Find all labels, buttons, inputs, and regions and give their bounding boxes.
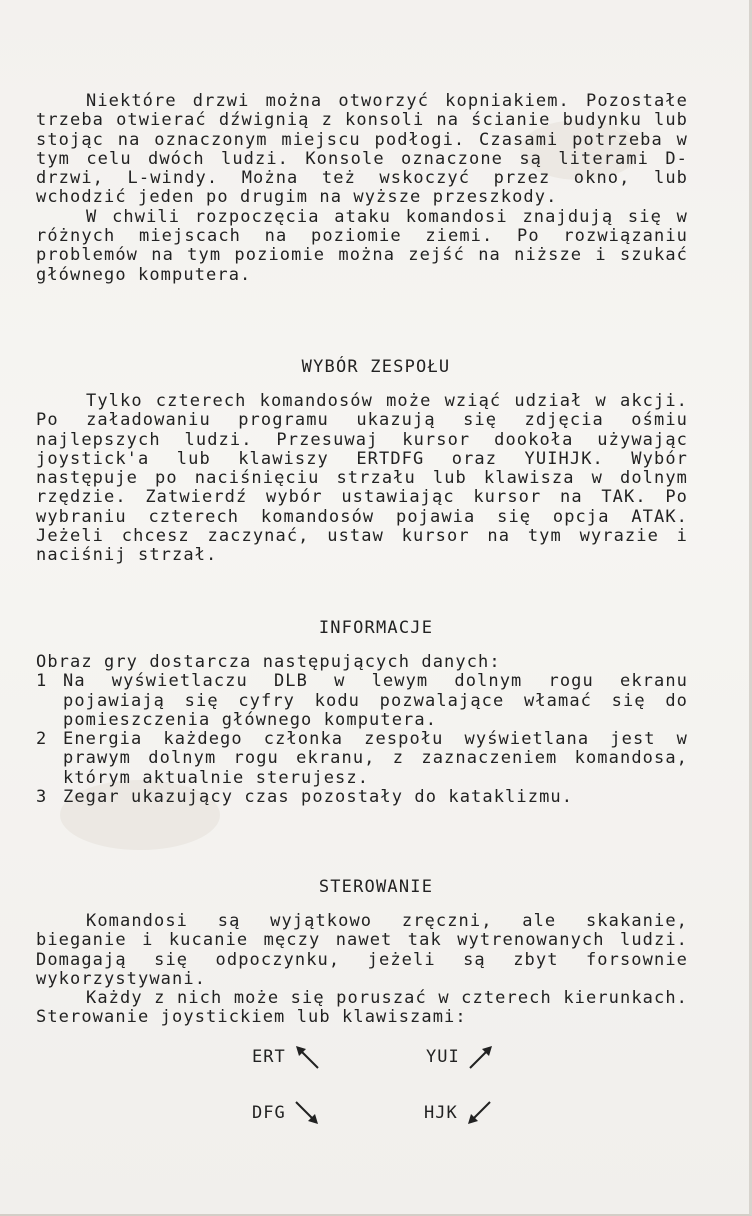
- control-keys: HJK: [424, 1103, 458, 1123]
- control-ert: [252, 1042, 322, 1072]
- list-item-number: 1: [36, 671, 48, 692]
- steering-heading: STEROWANIE: [318, 877, 434, 897]
- info-section: [36, 653, 688, 807]
- control-keys: YUI: [426, 1047, 460, 1067]
- arrow-down-left-icon: [464, 1098, 494, 1128]
- list-item-number: 2: [36, 729, 48, 750]
- info-lead: Obraz gry dostarcza następujących danych:: [36, 652, 501, 672]
- team-heading: WYBÓR ZESPOŁU: [301, 357, 451, 377]
- list-item-text: Zegar ukazujący czas pozostały do kataklizmu.: [63, 787, 574, 808]
- intro-paragraph-1: Niektóre drzwi można otworzyć kopniakiem. Pozostałe trzeba otwierać dźwignią z konsoli na ścianie budynku lub stojąc na oznaczonym miejscu podłogi. Czasami potrzeba w tym celu dwóch ludzi. Konsole oznaczone są literami D-drzwi, L-windy. Można też wskoczyć przez okno, lub wchodzić jeden po drugim na wyższe przeszkody.: [36, 91, 688, 208]
- list-item: [36, 672, 688, 730]
- team-section: [36, 392, 688, 566]
- steering-paragraph-1: Komandosi są wyjątkowo zręczni, ale skakanie, bieganie i kucanie męczy nawet tak wytrenowanych ludzi. Domagają się odpoczynku, jeżeli są zbyt forsownie wykorzystywani.: [36, 911, 688, 989]
- list-item: [36, 788, 688, 807]
- intro-section: [36, 92, 688, 285]
- arrow-down-right-icon: [292, 1098, 322, 1128]
- arrow-up-left-icon: [292, 1042, 322, 1072]
- arrow-up-right-icon: [466, 1042, 496, 1072]
- control-keys: ERT: [252, 1047, 286, 1067]
- list-item-text: Energia każdego członka zespołu wyświetlana jest w prawym dolnym rogu ekranu, z zaznaczeniem komandosa, którym aktualnie sterujesz.: [63, 729, 688, 788]
- list-item-text: Na wyświetlaczu DLB w lewym dolnym rogu ekranu pojawiają się cyfry kodu pozwalające włamać się do pomieszczenia głównego komputera.: [63, 671, 688, 730]
- team-paragraph: Tylko czterech komandosów może wziąć udział w akcji. Po załadowaniu programu ukazują się zdjęcia ośmiu najlepszych ludzi. Przesuwaj kursor dookoła używając joystick'a lub klawiszy ERTDFG oraz YUIHJK. Wybór następuje po naciśnięciu strzału lub klawisza w dolnym rzędzie. Zatwierdź wybór ustawiając kursor na TAK. Po wybraniu czterech komandosów pojawia się opcja ATAK. Jeżeli chcesz zaczynać, ustaw kursor na tym wyrazie i naciśnij strzał.: [36, 391, 688, 566]
- control-yui: [426, 1042, 496, 1072]
- info-heading: INFORMACJE: [318, 618, 434, 638]
- control-hjk: [424, 1098, 494, 1128]
- intro-paragraph-2: W chwili rozpoczęcia ataku komandosi znajdują się w różnych miejscach na poziomie ziemi. Po rozwiązaniu problemów na tym poziomie można zejść na niższe i szukać głównego komputera.: [36, 206, 688, 285]
- steering-section: [36, 912, 688, 1028]
- list-item-number: 3: [36, 787, 48, 808]
- control-dfg: [252, 1098, 322, 1128]
- steering-paragraph-2: Każdy z nich może się poruszać w czterech kierunkach. Sterowanie joystickiem lub klawiszami:: [36, 988, 688, 1028]
- control-keys: DFG: [252, 1103, 286, 1123]
- list-item: [36, 730, 688, 788]
